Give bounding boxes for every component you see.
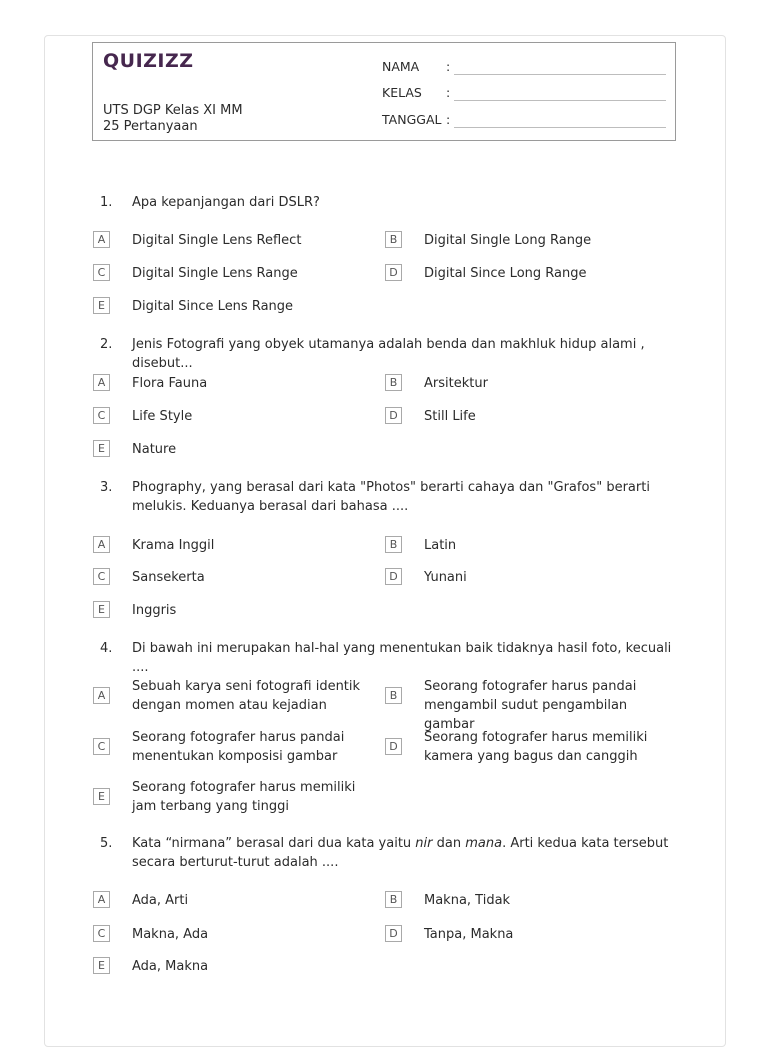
option-letter: E [93, 297, 110, 314]
question-term-mana: mana [465, 836, 503, 851]
option-letter: B [385, 231, 402, 248]
option-letter: E [93, 957, 110, 974]
question-text: Di bawah ini merupakan hal-hal yang menentukan baik tidaknya hasil foto, kecuali .... [132, 641, 672, 675]
question-number: 2. [100, 337, 113, 352]
option-text: Seorang fotografer harus memiliki kamera yang bagus dan canggih [424, 730, 648, 764]
option-letter: A [93, 231, 110, 248]
option-letter: D [385, 925, 402, 942]
option-letter: D [385, 264, 402, 281]
option-letter: C [93, 738, 110, 755]
option-text: Yunani [424, 570, 467, 585]
name-line[interactable] [454, 74, 666, 75]
name-label: NAMA [382, 59, 420, 74]
question-text-part: . Arti kedua kata tersebut secara berturut-turut adalah .... [132, 836, 669, 870]
option-letter: D [385, 407, 402, 424]
question-text-part: Kata “nirmana” berasal dari dua kata yaitu [132, 836, 416, 851]
option-letter: A [93, 687, 110, 704]
option-text: Sansekerta [132, 570, 205, 585]
question-term-nir: nir [415, 836, 433, 851]
date-colon: : [446, 112, 451, 127]
option-text: Seorang fotografer harus pandai menentukan komposisi gambar [132, 730, 345, 764]
option-letter: B [385, 536, 402, 553]
option-text: Nature [132, 442, 177, 457]
option-text: Latin [424, 538, 457, 553]
option-text: Digital Single Lens Reflect [132, 233, 302, 248]
question-number: 4. [100, 641, 113, 656]
option-text: Digital Single Lens Range [132, 266, 298, 281]
option-letter: E [93, 788, 110, 805]
option-text: Digital Single Long Range [424, 233, 592, 248]
class-label: KELAS [382, 85, 422, 100]
option-letter: E [93, 440, 110, 457]
option-letter: D [385, 568, 402, 585]
question-text: Phography, yang berasal dari kata "Photos" berarti cahaya dan "Grafos" berarti melukis. Keduanya berasal dari bahasa .... [132, 480, 650, 514]
option-text: Makna, Ada [132, 927, 209, 942]
class-line[interactable] [454, 100, 666, 101]
class-colon: : [446, 85, 451, 100]
option-letter: C [93, 925, 110, 942]
quiz-title: UTS DGP Kelas XI MM [103, 103, 243, 118]
option-letter: C [93, 264, 110, 281]
option-letter: A [93, 891, 110, 908]
question-count: 25 Pertanyaan [103, 119, 198, 134]
option-text: Tanpa, Makna [424, 927, 514, 942]
option-text: Still Life [424, 409, 476, 424]
option-letter: B [385, 687, 402, 704]
option-letter: C [93, 568, 110, 585]
question-text [132, 834, 672, 872]
option-text: Seorang fotografer harus pandai mengambil sudut pengambilan gambar [424, 679, 637, 732]
quizizz-logo: QUIZIZZ [103, 50, 194, 72]
option-letter: B [385, 891, 402, 908]
question-text-part: dan [432, 836, 466, 851]
option-letter: C [93, 407, 110, 424]
option-text: Seorang fotografer harus memiliki jam terbang yang tinggi [132, 780, 356, 814]
question-number: 3. [100, 480, 113, 495]
option-text: Ada, Arti [132, 893, 189, 908]
option-text: Krama Inggil [132, 538, 215, 553]
question-number: 1. [100, 195, 113, 210]
option-text: Digital Since Lens Range [132, 299, 294, 314]
name-colon: : [446, 59, 451, 74]
option-letter: A [93, 374, 110, 391]
option-text: Arsitektur [424, 376, 488, 391]
option-letter: B [385, 374, 402, 391]
question-text: Jenis Fotografi yang obyek utamanya adalah benda dan makhluk hidup alami , disebut... [132, 337, 645, 371]
option-text: Life Style [132, 409, 193, 424]
option-text: Makna, Tidak [424, 893, 511, 908]
option-text: Ada, Makna [132, 959, 209, 974]
option-text: Sebuah karya seni fotografi identik dengan momen atau kejadian [132, 679, 361, 713]
date-line[interactable] [454, 127, 666, 128]
option-text: Flora Fauna [132, 376, 208, 391]
question-text: Apa kepanjangan dari DSLR? [132, 195, 320, 210]
question-number: 5. [100, 836, 113, 851]
option-letter: A [93, 536, 110, 553]
option-text: Inggris [132, 603, 177, 618]
date-label: TANGGAL [382, 112, 442, 127]
option-letter: E [93, 601, 110, 618]
option-text: Digital Since Long Range [424, 266, 587, 281]
option-letter: D [385, 738, 402, 755]
